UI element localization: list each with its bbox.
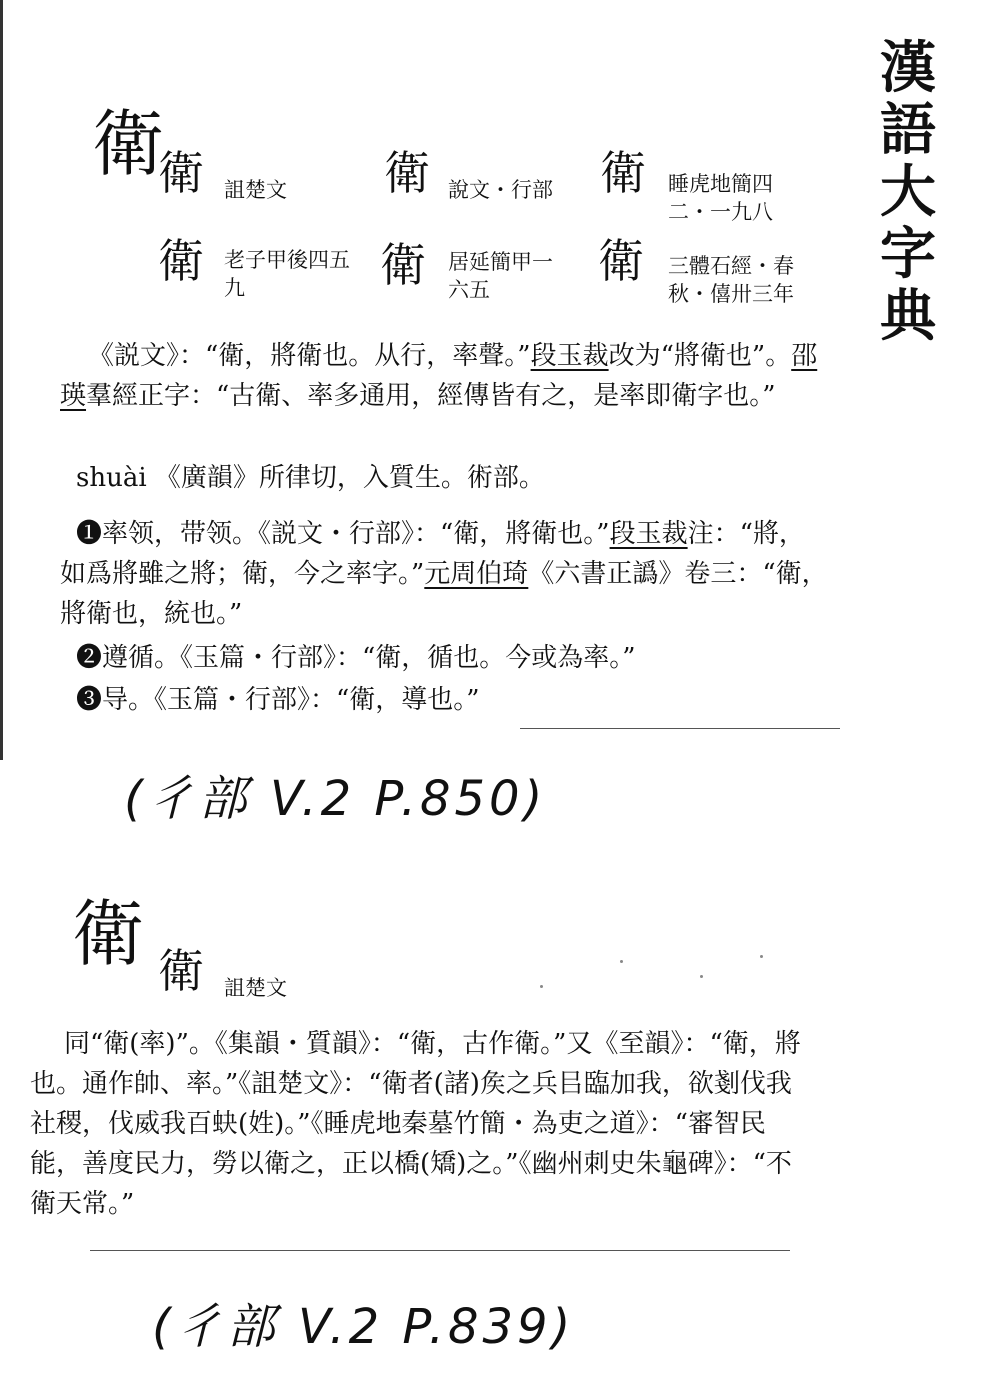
title-char: 典 xyxy=(880,284,936,349)
sense-2: ❷遵循。《玉篇・行部》：“衛，循也。今或為率。” xyxy=(76,643,636,673)
para-text: 羣經正字：“古衛、率多通用，經傳皆有之，是率即衛字也。” xyxy=(86,381,776,411)
form-glyph: 衛 xyxy=(158,146,204,200)
form-glyph: 衛 xyxy=(380,238,426,292)
handwritten-note: (彳部 V.2 P.839) xyxy=(152,1299,575,1355)
form-glyph: 衛 xyxy=(598,234,644,288)
scan-edge-line xyxy=(0,0,3,760)
person-name: 邵瑛 xyxy=(60,341,818,411)
para-text: 改为“將衛也”。 xyxy=(608,341,792,371)
title-char: 字 xyxy=(880,222,936,287)
form-glyph: 衛 xyxy=(158,234,204,288)
handwritten-note: (彳部 V.2 P.850) xyxy=(124,771,547,827)
form-source: 居延簡甲一六五 xyxy=(448,250,553,302)
person-name: 段玉裁 xyxy=(530,341,609,371)
scan-speck xyxy=(540,985,543,988)
form-source: 詛楚文 xyxy=(224,976,287,1000)
form-glyph: 衛 xyxy=(158,944,204,998)
form-source: 三體石經・春秋・僖卅三年 xyxy=(668,254,794,306)
title-char: 語 xyxy=(880,98,936,163)
scan-speck xyxy=(700,975,703,978)
person-name: 元周伯琦 xyxy=(424,559,529,589)
person-name: 段玉裁 xyxy=(609,519,688,549)
entry2-head-char: 衛 xyxy=(72,892,145,976)
title-char: 大 xyxy=(880,160,936,225)
sense-text: ❶率领，带领。《説文・行部》：“衛，將衛也。” xyxy=(76,519,610,549)
entry1-paragraph xyxy=(60,336,830,416)
pronunciation-line: shuài 《廣韻》所律切，入質生。術部。 xyxy=(76,463,545,493)
sense-1 xyxy=(60,514,830,634)
entry2-paragraph: 同“衛(率)”。《集韻・質韻》：“衛，古作衛。”又《至韻》：“衛，將也。通作帥、率。”《詛楚文》：“衛者(諸)矦之兵㠯臨加我，欲剗伐我社稷，伐威我百蚗(姓)。”《睡虎地秦墓竹簡・為吏之道》：“審智民能，善度民力，勞以衛之，正以橋(矯)之。”《幽州刺史朱龜碑》：“不衛天常。” xyxy=(30,1029,801,1219)
title-char: 漢 xyxy=(880,36,936,101)
divider-line xyxy=(520,728,840,729)
sense-text: 《六書正譌》卷三：“衛，將衛也，統也。” xyxy=(60,559,828,629)
form-source: 說文・行部 xyxy=(448,178,553,202)
form-source: 睡虎地簡四二・一九八 xyxy=(668,172,773,224)
book-title xyxy=(868,38,948,348)
scan-speck xyxy=(620,960,623,963)
form-glyph: 衛 xyxy=(384,146,430,200)
sense-3: ❸导。《玉篇・行部》：“衛，導也。” xyxy=(76,685,480,715)
para-text: 《説文》：“衛，將衛也。从行，率聲。” xyxy=(88,341,531,371)
form-glyph: 衛 xyxy=(600,146,646,200)
form-source: 詛楚文 xyxy=(224,178,287,202)
form-source: 老子甲後四五九 xyxy=(224,248,350,300)
entry1-head-char: 衛 xyxy=(92,102,165,186)
sense-text: 注：“將，如爲將雖之將；衛，今之率字。” xyxy=(60,519,805,589)
scan-speck xyxy=(760,955,763,958)
divider-line xyxy=(90,1250,790,1251)
